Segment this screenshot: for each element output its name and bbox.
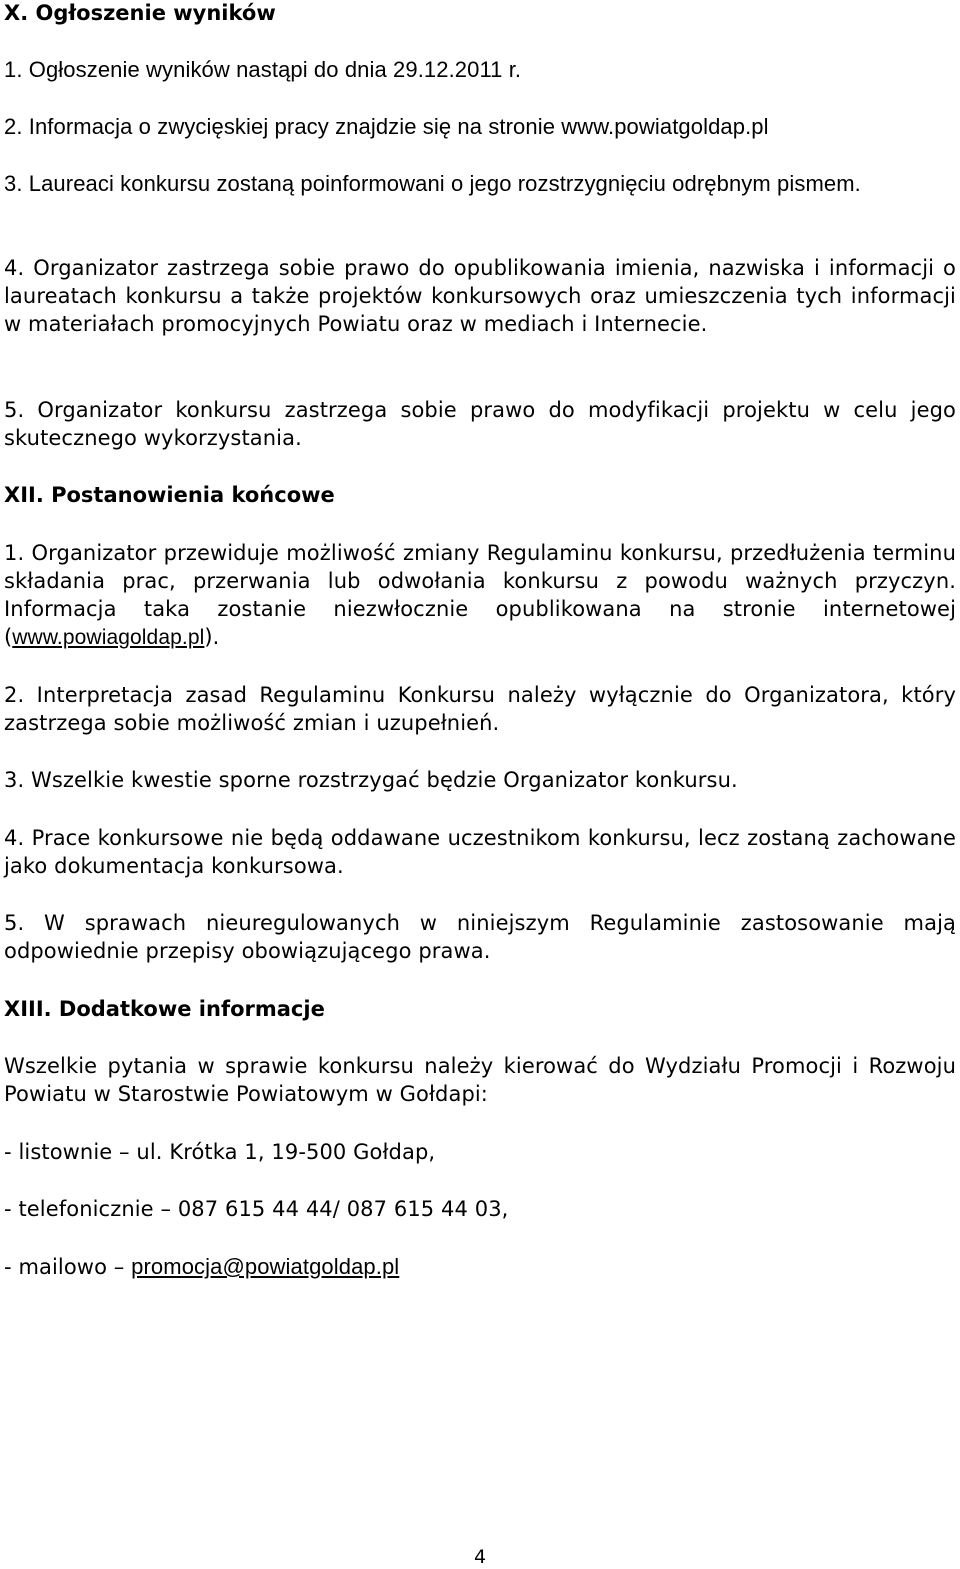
page-number: 4 <box>473 1546 487 1568</box>
section-x-item-5: 5. Organizator konkursu zastrzega sobie prawo do modyfikacji projektu w celu jego skutecznego wykorzystania. <box>4 398 956 450</box>
contact-email-prefix: - mailowo – <box>4 1255 132 1279</box>
section-xii-item-1-end: ). <box>204 625 220 649</box>
section-xii-item-2: 2. Interpretacja zasad Regulaminu Konkursu należy wyłącznie do Organizatora, który zastrzega sobie możliwość zmian i uzupełnień. <box>4 683 956 735</box>
section-xiii-title: XIII. Dodatkowe informacje <box>4 997 325 1021</box>
section-xii-item-1-text: 1. Organizator przewiduje możliwość zmiany Regulaminu konkursu, przedłużenia terminu składania prac, przerwania lub odwołania konkursu z powodu ważnych przyczyn. Informacja taka zostanie niezwłocznie opublikowana na stronie internetowej ( <box>4 541 956 649</box>
contact-mail-line: - listownie – ul. Krótka 1, 19-500 Gołdap, <box>4 1140 436 1164</box>
email-link[interactable]: promocja@powiatgoldap.pl <box>131 1254 400 1279</box>
section-x-title: X. Ogłoszenie wyników <box>4 1 276 25</box>
section-x-item-1: 1. Ogłoszenie wyników nastąpi do dnia 29.12.2011 r. <box>4 57 522 82</box>
contact-phone-line: - telefonicznie – 087 615 44 44/ 087 615 44 03, <box>4 1197 509 1221</box>
website-link[interactable]: www.powiagoldap.pl <box>12 626 205 649</box>
section-xii-title: XII. Postanowienia końcowe <box>4 483 335 507</box>
section-xii-item-1 <box>4 539 956 652</box>
section-x-item-4: 4. Organizator zastrzega sobie prawo do opublikowania imienia, nazwiska i informacji o laureatach konkursu a także projektów konkursowych oraz umieszczenia tych informacji w materiałach promocyjnych Powiatu oraz w mediach i Internecie. <box>4 256 956 336</box>
section-xii-item-3: 3. Wszelkie kwestie sporne rozstrzygać będzie Organizator konkursu. <box>4 768 738 792</box>
section-x-item-2: 2. Informacja o zwycięskiej pracy znajdzie się na stronie www.powiatgoldap.pl <box>4 114 769 139</box>
contact-email-line <box>4 1252 956 1281</box>
section-xii-item-5: 5. W sprawach nieuregulowanych w niniejszym Regulaminie zastosowanie mają odpowiednie przepisy obowiązującego prawa. <box>4 911 956 963</box>
section-xiii-intro: Wszelkie pytania w sprawie konkursu należy kierować do Wydziału Promocji i Rozwoju Powiatu w Starostwie Powiatowym w Gołdapi: <box>4 1054 956 1106</box>
section-x-item-3: 3. Laureaci konkursu zostaną poinformowani o jego rozstrzygnięciu odrębnym pismem. <box>4 171 861 196</box>
section-xii-item-4: 4. Prace konkursowe nie będą oddawane uczestnikom konkursu, lecz zostaną zachowane jako dokumentacja konkursowa. <box>4 826 956 878</box>
